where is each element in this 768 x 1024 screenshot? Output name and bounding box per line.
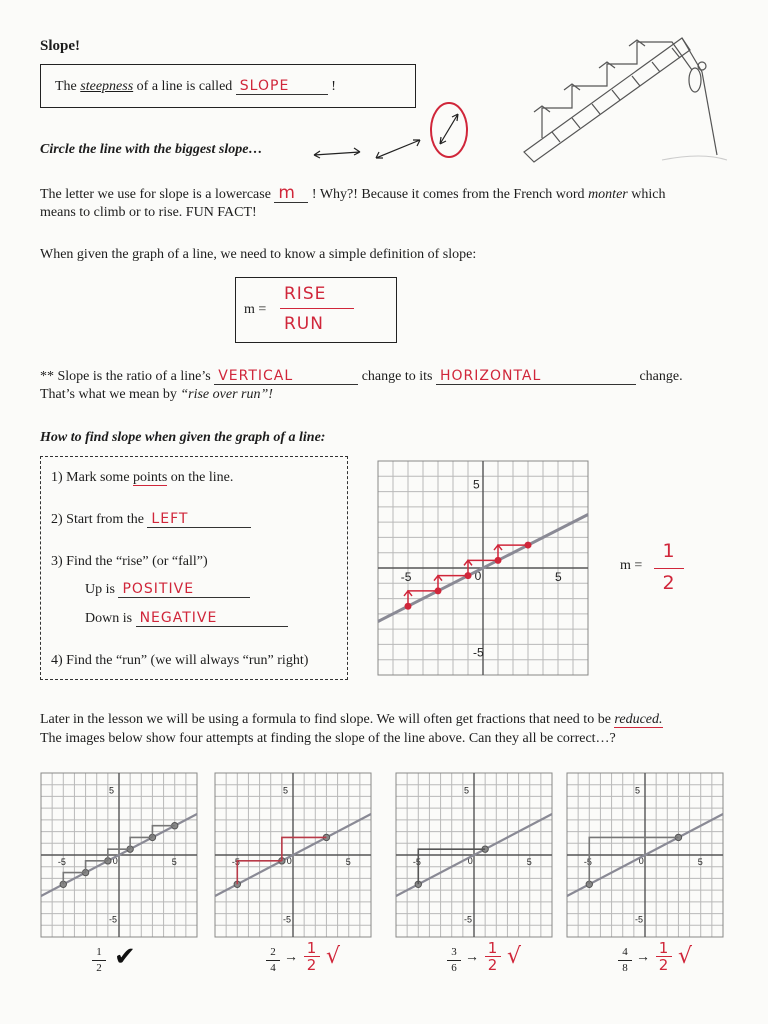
steepness-word: steepness xyxy=(80,79,134,94)
step-1: 1) Mark some points on the line. xyxy=(51,470,234,485)
fraction-bar xyxy=(447,960,461,961)
double-arrow-icon xyxy=(314,140,420,158)
origin-label: 0 xyxy=(286,856,292,866)
slope-formula-box xyxy=(235,277,397,343)
later-line1: Later in the lesson we will be using a formula to find slope. We will often get fractions that need to be reduced. xyxy=(40,712,663,727)
x-min-label: -5 xyxy=(412,857,421,867)
attempt-denominator: 2 xyxy=(96,962,102,974)
x-min-label: -5 xyxy=(400,570,412,584)
step-3: 3) Find the “rise” (or “fall”) xyxy=(51,554,208,569)
check-mark-icon: ✔ xyxy=(114,942,136,971)
attempt-denominator: 4 xyxy=(270,962,276,974)
attempt-graph-2 xyxy=(212,770,374,940)
page-title: Slope! xyxy=(40,38,81,54)
slope-answer-blank: SLOPE xyxy=(236,79,328,95)
x-max-label: 5 xyxy=(555,570,562,584)
reduced-numerator: 1 xyxy=(487,939,499,957)
attempt-numerator: 2 xyxy=(270,946,276,958)
y-min-label: -5 xyxy=(473,645,484,660)
reduced-denominator: 2 xyxy=(306,956,318,974)
result-lhs: m = xyxy=(620,558,643,573)
reduce-arrow-icon: → xyxy=(636,950,650,965)
attempt-fraction xyxy=(92,946,106,975)
attempt-denominator: 6 xyxy=(451,962,457,974)
x-max-label: 5 xyxy=(697,857,703,867)
slope-arrows xyxy=(312,100,482,170)
formula-lhs: m = xyxy=(244,302,267,317)
reduced-fraction xyxy=(485,940,501,973)
y-min-label: -5 xyxy=(283,914,292,925)
formula-numerator: RISE xyxy=(284,284,327,304)
step-3-down: Down is NEGATIVE xyxy=(85,611,288,627)
x-min-label: -5 xyxy=(57,857,66,867)
reduced-denominator: 2 xyxy=(487,956,499,974)
fraction-bar xyxy=(618,960,632,961)
attempt-graph-1 xyxy=(38,770,200,940)
ratio-line2: That’s what we mean by “rise over run”! xyxy=(40,387,273,402)
attempt-graph-4 xyxy=(564,770,726,940)
reduced-numerator: 1 xyxy=(306,939,318,957)
origin-label: 0 xyxy=(112,856,118,866)
origin-label: 0 xyxy=(467,856,473,866)
result-denominator: 2 xyxy=(662,572,676,594)
origin-label: 0 xyxy=(474,569,482,583)
y-max-label: 5 xyxy=(464,785,470,796)
reduce-arrow-icon: → xyxy=(465,950,479,965)
x-max-label: 5 xyxy=(345,857,351,867)
reduced-numerator: 1 xyxy=(658,939,670,957)
attempt-graph-3 xyxy=(393,770,555,940)
reduced-fraction xyxy=(304,940,320,973)
fraction-bar xyxy=(92,960,106,961)
attempt-numerator: 4 xyxy=(622,946,628,958)
attempt-denominator: 8 xyxy=(622,962,628,974)
attempt-fraction xyxy=(447,946,461,975)
circled-steep-arrow-icon xyxy=(431,103,467,157)
left-answer-blank: LEFT xyxy=(147,512,251,528)
y-max-label: 5 xyxy=(635,785,641,796)
reduce-arrow-icon: → xyxy=(284,950,298,965)
y-min-label: -5 xyxy=(635,914,644,925)
result-fraction-bar xyxy=(654,568,684,569)
y-min-label: -5 xyxy=(109,914,118,925)
y-min-label: -5 xyxy=(464,914,473,925)
formula-fraction-bar xyxy=(280,308,354,309)
x-min-label: -5 xyxy=(583,857,592,867)
origin-label: 0 xyxy=(638,856,644,866)
y-max-label: 5 xyxy=(283,785,289,796)
howto-title: How to find slope when given the graph of a line: xyxy=(40,430,326,445)
fraction-bar xyxy=(266,960,280,961)
x-max-label: 5 xyxy=(526,857,532,867)
stairs-climber-illustration xyxy=(512,20,732,170)
vertical-answer-blank: VERTICAL xyxy=(214,369,358,385)
letter-paragraph-line2: means to climb or to rise. FUN FACT! xyxy=(40,205,257,220)
reduced-denominator: 2 xyxy=(658,956,670,974)
reduced-fraction xyxy=(656,940,672,973)
graph-intro: When given the graph of a line, we need to know a simple definition of slope: xyxy=(40,247,477,262)
formula-denominator: RUN xyxy=(284,314,324,334)
attempt-numerator: 1 xyxy=(96,946,102,958)
circle-prompt: Circle the line with the biggest slope… xyxy=(40,142,263,157)
x-max-label: 5 xyxy=(171,857,177,867)
step-3-up: Up is POSITIVE xyxy=(85,582,250,598)
y-max-label: 5 xyxy=(473,477,480,492)
attempt-numerator: 3 xyxy=(451,946,457,958)
check-mark-icon: √ xyxy=(326,944,342,969)
ratio-sentence: ** Slope is the ratio of a line’s VERTICAL change to its HORIZONTAL change. xyxy=(40,368,683,384)
m-answer-blank: m xyxy=(274,186,308,203)
check-mark-icon: √ xyxy=(507,944,523,969)
y-max-label: 5 xyxy=(109,785,115,796)
definition-sentence: The steepness of a line is called SLOPE ! xyxy=(55,78,336,94)
step-4: 4) Find the “run” (we will always “run” right) xyxy=(51,653,309,668)
letter-paragraph: The letter we use for slope is a lowercase m ! Why?! Because it comes from the French word monter which xyxy=(40,183,666,203)
later-line2: The images below show four attempts at finding the slope of the line above. Can they all be correct…? xyxy=(40,731,616,746)
positive-answer-blank: POSITIVE xyxy=(118,582,250,598)
result-numerator: 1 xyxy=(662,540,676,562)
horizontal-answer-blank: HORIZONTAL xyxy=(436,369,636,385)
negative-answer-blank: NEGATIVE xyxy=(136,611,288,627)
steps-box xyxy=(40,456,348,680)
check-mark-icon: √ xyxy=(678,944,694,969)
x-min-label: -5 xyxy=(231,857,240,867)
attempt-fraction xyxy=(266,946,280,975)
main-slope-graph xyxy=(374,457,592,679)
attempt-fraction xyxy=(618,946,632,975)
step-2: 2) Start from the LEFT xyxy=(51,512,251,528)
